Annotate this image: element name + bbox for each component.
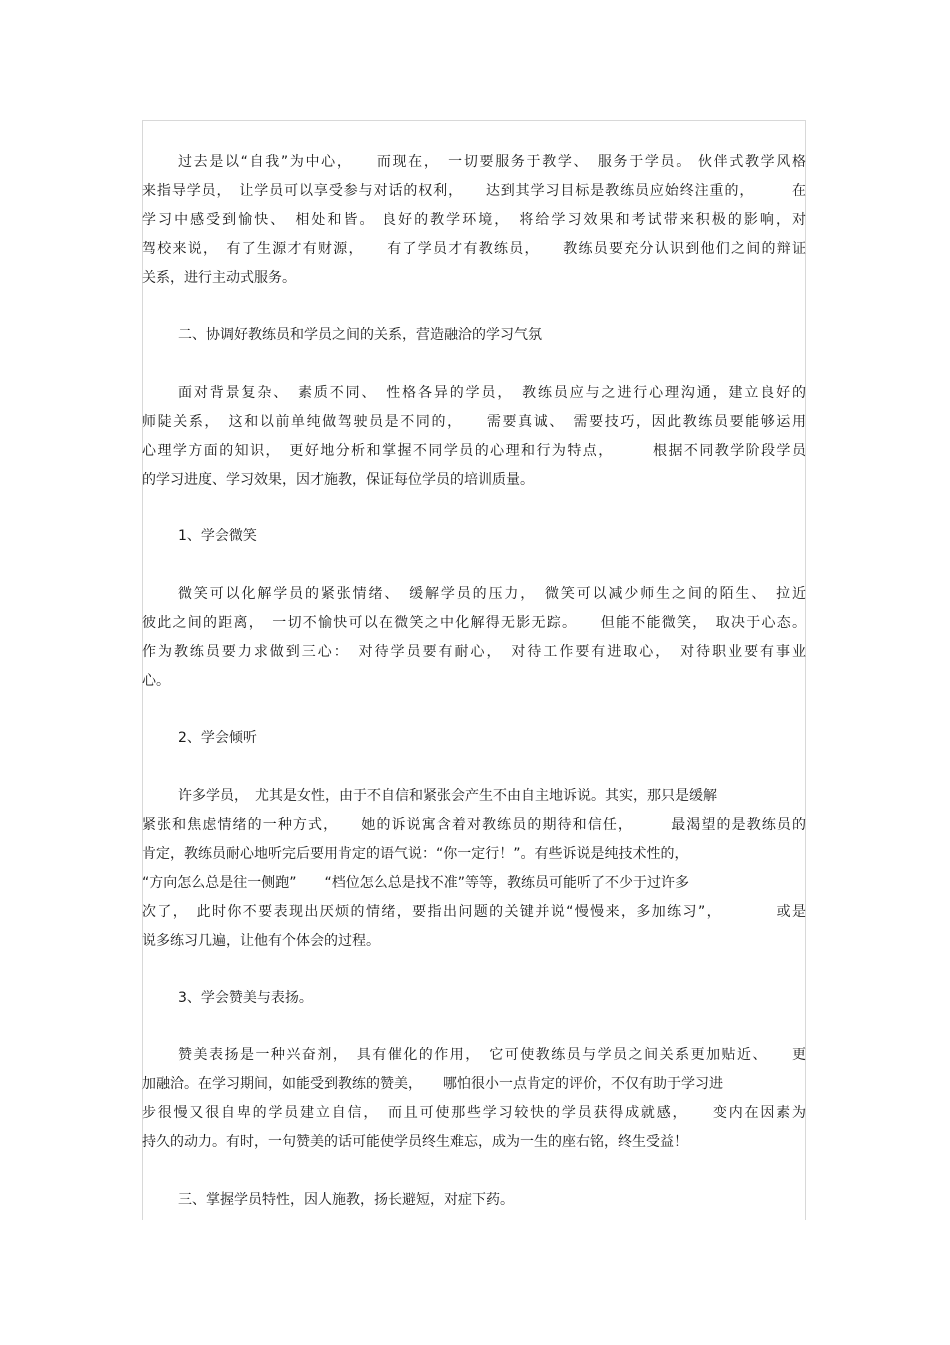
paragraph-2-line-4: 的学习进度、学习效果，因才施教，保证每位学员的培训质量。: [142, 472, 534, 488]
paragraph-5-line-4: 持久的动力。有时，一句赞美的话可能使学员终生难忘，成为一生的座右铭，终生受益！: [142, 1134, 688, 1150]
paragraph-3-line-1: 微笑可以化解学员的紧张情绪、 缓解学员的压力， 微笑可以减少师生之间的陌生、 拉近: [178, 586, 806, 602]
paragraph-4-line-1: 许多学员， 尤其是女性，由于不自信和紧张会产生不由自主地诉说。其实，那只是缓解: [178, 788, 717, 804]
subheading-praise: 3、学会赞美与表扬。: [178, 990, 313, 1006]
paragraph-1-line-3: 学习中感受到愉快、 相处和皆。 良好的教学环境， 将给学习效果和考试带来积极的影响，对: [142, 212, 806, 228]
paragraph-2-line-3: 心理学方面的知识， 更好地分析和掌握不同学员的心理和行为特点， 根据不同教学阶段学员: [142, 443, 806, 459]
paragraph-4-line-5: 次了， 此时你不要表现出厌烦的情绪，要指出问题的关键并说“慢慢来，多加练习”， 或是: [142, 904, 806, 920]
paragraph-5-line-1: 赞美表扬是一种兴奋剂， 具有催化的作用， 它可使教练员与学员之间关系更加贴近、 更: [178, 1047, 806, 1063]
paragraph-4-line-3: 肯定，教练员耐心地听完后要用肯定的语气说：“你一定行！”。有些诉说是纯技术性的，: [142, 846, 689, 862]
subheading-listen: 2、学会倾听: [178, 730, 257, 746]
paragraph-4-line-4: “方向怎么总是往一侧跑” “档位怎么总是找不准”等等，教练员可能听了不少于过许多: [142, 875, 690, 891]
section-heading-2: 二、协调好教练员和学员之间的关系，营造融洽的学习气氛: [178, 327, 542, 343]
paragraph-3-line-3: 作为教练员要力求做到三心： 对待学员要有耐心， 对待工作要有进取心， 对待职业要有事业: [142, 644, 806, 660]
paragraph-4-line-2: 紧张和焦虑情绪的一种方式， 她的诉说寓含着对教练员的期待和信任， 最渴望的是教练员的: [142, 817, 806, 833]
paragraph-3-line-2: 彼此之间的距离， 一切不愉快可以在微笑之中化解得无影无踪。 但能不能微笑， 取决于心态。: [142, 615, 806, 631]
paragraph-2-line-2: 师陡关系， 这和以前单纯做驾驶员是不同的， 需要真诚、 需要技巧，因此教练员要能够运用: [142, 414, 806, 430]
paragraph-1-line-1: 过去是以“自我”为中心， 而现在， 一切要服务于教学、 服务于学员。 伙伴式教学风格: [178, 154, 806, 170]
paragraph-5-line-3: 步很慢又很自卑的学员建立自信， 而且可使那些学习较快的学员获得成就感， 变内在因素为: [142, 1105, 806, 1121]
paragraph-1-line-5: 关系，进行主动式服务。: [142, 270, 296, 286]
paragraph-4-line-6: 说多练习几遍，让他有个体会的过程。: [142, 933, 380, 949]
paragraph-2-line-1: 面对背景复杂、 素质不同、 性格各异的学员， 教练员应与之进行心理沟通，建立良好的: [178, 385, 806, 401]
subheading-smile: 1、学会微笑: [178, 528, 257, 544]
section-heading-3: 三、掌握学员特性，因人施教，扬长避短，对症下药。: [178, 1192, 514, 1208]
paragraph-1-line-4: 驾校来说， 有了生源才有财源， 有了学员才有教练员， 教练员要充分认识到他们之间的辩证: [142, 241, 806, 257]
paragraph-3-line-4: 心。: [142, 673, 170, 689]
paragraph-5-line-2: 加融洽。在学习期间，如能受到教练的赞美， 哪怕很小一点肯定的评价，不仅有助于学习进: [142, 1076, 723, 1092]
paragraph-1-line-2: 来指导学员， 让学员可以享受参与对话的权利， 达到其学习目标是教练员应始终注重的， 在: [142, 183, 806, 199]
